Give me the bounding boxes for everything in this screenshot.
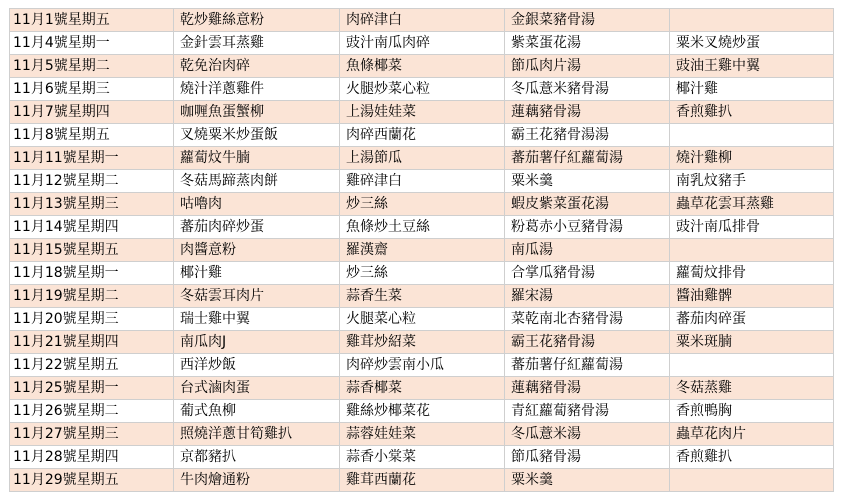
table-row: [10, 216, 834, 239]
soup-cell[interactable]: 蕃茄薯仔紅蘿蔔湯: [505, 354, 670, 377]
soup-cell[interactable]: 冬瓜薏米湯: [505, 423, 670, 446]
main-dish-cell[interactable]: 咕嚕肉: [174, 193, 340, 216]
extra-dish-cell[interactable]: 香煎雞扒: [670, 446, 834, 469]
soup-cell[interactable]: 金銀菜豬骨湯: [505, 9, 670, 32]
table-row: [10, 78, 834, 101]
table-row: [10, 101, 834, 124]
date-cell[interactable]: 11月14號星期四: [10, 216, 174, 239]
extra-dish-cell[interactable]: 香煎雞扒: [670, 101, 834, 124]
extra-dish-cell[interactable]: 蕃茄肉碎蛋: [670, 308, 834, 331]
main-dish-cell[interactable]: 燒汁洋蔥雞件: [174, 78, 340, 101]
extra-dish-cell[interactable]: [670, 354, 834, 377]
date-cell[interactable]: 11月13號星期三: [10, 193, 174, 216]
vegetable-dish-cell[interactable]: 魚條椰菜: [340, 55, 505, 78]
soup-cell[interactable]: 霸王花豬骨湯: [505, 331, 670, 354]
extra-dish-cell[interactable]: 燒汁雞柳: [670, 147, 834, 170]
date-cell[interactable]: 11月26號星期二: [10, 400, 174, 423]
table-row: [10, 147, 834, 170]
main-dish-cell[interactable]: 椰汁雞: [174, 262, 340, 285]
extra-dish-cell[interactable]: 香煎鴨胸: [670, 400, 834, 423]
main-dish-cell[interactable]: 肉醬意粉: [174, 239, 340, 262]
extra-dish-cell[interactable]: 粟米叉燒炒蛋: [670, 32, 834, 55]
main-dish-cell[interactable]: 牛肉燴通粉: [174, 469, 340, 492]
date-cell[interactable]: 11月15號星期五: [10, 239, 174, 262]
soup-cell[interactable]: 紫菜蛋花湯: [505, 32, 670, 55]
soup-cell[interactable]: 合掌瓜豬骨湯: [505, 262, 670, 285]
table-row: [10, 9, 834, 32]
date-cell[interactable]: 11月12號星期二: [10, 170, 174, 193]
soup-cell[interactable]: 冬瓜薏米豬骨湯: [505, 78, 670, 101]
main-dish-cell[interactable]: 葡式魚柳: [174, 400, 340, 423]
table-row: [10, 285, 834, 308]
vegetable-dish-cell[interactable]: 肉碎西蘭花: [340, 124, 505, 147]
date-cell[interactable]: 11月18號星期一: [10, 262, 174, 285]
menu-table-body: [10, 9, 834, 492]
main-dish-cell[interactable]: 京都豬扒: [174, 446, 340, 469]
vegetable-dish-cell[interactable]: 上湯節瓜: [340, 147, 505, 170]
table-row: [10, 308, 834, 331]
main-dish-cell[interactable]: 冬菇雲耳肉片: [174, 285, 340, 308]
vegetable-dish-cell[interactable]: 魚條炒土豆絲: [340, 216, 505, 239]
soup-cell[interactable]: 蓮藕豬骨湯: [505, 101, 670, 124]
table-row: [10, 354, 834, 377]
vegetable-dish-cell[interactable]: 肉碎津白: [340, 9, 505, 32]
extra-dish-cell[interactable]: [670, 239, 834, 262]
soup-cell[interactable]: 菜乾南北杏豬骨湯: [505, 308, 670, 331]
table-row: [10, 446, 834, 469]
extra-dish-cell[interactable]: 蟲草花雲耳蒸雞: [670, 193, 834, 216]
main-dish-cell[interactable]: 蕃茄肉碎炒蛋: [174, 216, 340, 239]
soup-cell[interactable]: 粟米羹: [505, 170, 670, 193]
vegetable-dish-cell[interactable]: 火腿炒菜心粒: [340, 78, 505, 101]
main-dish-cell[interactable]: 叉燒粟米炒蛋飯: [174, 124, 340, 147]
table-row: [10, 124, 834, 147]
extra-dish-cell[interactable]: 豉汁南瓜排骨: [670, 216, 834, 239]
soup-cell[interactable]: 青紅蘿蔔豬骨湯: [505, 400, 670, 423]
extra-dish-cell[interactable]: [670, 9, 834, 32]
extra-dish-cell[interactable]: 粟米斑腩: [670, 331, 834, 354]
extra-dish-cell[interactable]: 椰汁雞: [670, 78, 834, 101]
main-dish-cell[interactable]: 南瓜肉J: [174, 331, 340, 354]
vegetable-dish-cell[interactable]: 雞茸西蘭花: [340, 469, 505, 492]
date-cell[interactable]: 11月25號星期一: [10, 377, 174, 400]
table-row: [10, 170, 834, 193]
date-cell[interactable]: 11月21號星期四: [10, 331, 174, 354]
soup-cell[interactable]: 南瓜湯: [505, 239, 670, 262]
table-row: [10, 400, 834, 423]
extra-dish-cell[interactable]: 南乳炆豬手: [670, 170, 834, 193]
vegetable-dish-cell[interactable]: 炒三絲: [340, 193, 505, 216]
table-row: [10, 193, 834, 216]
vegetable-dish-cell[interactable]: 炒三絲: [340, 262, 505, 285]
vegetable-dish-cell[interactable]: 肉碎炒雲南小瓜: [340, 354, 505, 377]
date-cell[interactable]: 11月1號星期五: [10, 9, 174, 32]
date-cell[interactable]: 11月7號星期四: [10, 101, 174, 124]
table-row: [10, 55, 834, 78]
date-cell[interactable]: 11月20號星期三: [10, 308, 174, 331]
date-cell[interactable]: 11月28號星期四: [10, 446, 174, 469]
main-dish-cell[interactable]: 照燒洋蔥甘筍雞扒: [174, 423, 340, 446]
extra-dish-cell[interactable]: 冬菇蒸雞: [670, 377, 834, 400]
date-cell[interactable]: 11月11號星期一: [10, 147, 174, 170]
main-dish-cell[interactable]: 乾炒雞絲意粉: [174, 9, 340, 32]
vegetable-dish-cell[interactable]: 火腿菜心粒: [340, 308, 505, 331]
soup-cell[interactable]: 蝦皮紫菜蛋花湯: [505, 193, 670, 216]
vegetable-dish-cell[interactable]: 蒜香生菜: [340, 285, 505, 308]
date-cell[interactable]: 11月5號星期二: [10, 55, 174, 78]
vegetable-dish-cell[interactable]: 蒜蓉娃娃菜: [340, 423, 505, 446]
soup-cell[interactable]: 霸王花豬骨湯湯: [505, 124, 670, 147]
main-dish-cell[interactable]: 瑞士雞中翼: [174, 308, 340, 331]
main-dish-cell[interactable]: 冬菇馬蹄蒸肉餅: [174, 170, 340, 193]
main-dish-cell[interactable]: 咖喱魚蛋蟹柳: [174, 101, 340, 124]
soup-cell[interactable]: 蕃茄薯仔紅蘿蔔湯: [505, 147, 670, 170]
table-row: [10, 377, 834, 400]
soup-cell[interactable]: 蓮藕豬骨湯: [505, 377, 670, 400]
vegetable-dish-cell[interactable]: 羅漢齋: [340, 239, 505, 262]
main-dish-cell[interactable]: 台式滷肉蛋: [174, 377, 340, 400]
soup-cell[interactable]: 節瓜豬骨湯: [505, 446, 670, 469]
date-cell[interactable]: 11月19號星期二: [10, 285, 174, 308]
vegetable-dish-cell[interactable]: 雞茸炒紹菜: [340, 331, 505, 354]
table-row: [10, 331, 834, 354]
table-row: [10, 423, 834, 446]
main-dish-cell[interactable]: 蘿蔔炆牛腩: [174, 147, 340, 170]
menu-spreadsheet: [9, 8, 834, 492]
extra-dish-cell[interactable]: [670, 124, 834, 147]
table-row: [10, 469, 834, 492]
vegetable-dish-cell[interactable]: 上湯娃娃菜: [340, 101, 505, 124]
extra-dish-cell[interactable]: 蘿蔔炆排骨: [670, 262, 834, 285]
vegetable-dish-cell[interactable]: 雞碎津白: [340, 170, 505, 193]
soup-cell[interactable]: 羅宋湯: [505, 285, 670, 308]
vegetable-dish-cell[interactable]: 蒜香小棠菜: [340, 446, 505, 469]
extra-dish-cell[interactable]: 豉油王雞中翼: [670, 55, 834, 78]
soup-cell[interactable]: 粟米羹: [505, 469, 670, 492]
table-row: [10, 262, 834, 285]
main-dish-cell[interactable]: 西洋炒飯: [174, 354, 340, 377]
table-row: [10, 32, 834, 55]
extra-dish-cell[interactable]: 蟲草花肉片: [670, 423, 834, 446]
date-cell[interactable]: 11月8號星期五: [10, 124, 174, 147]
vegetable-dish-cell[interactable]: 蒜香椰菜: [340, 377, 505, 400]
date-cell[interactable]: 11月29號星期五: [10, 469, 174, 492]
date-cell[interactable]: 11月6號星期三: [10, 78, 174, 101]
soup-cell[interactable]: 節瓜肉片湯: [505, 55, 670, 78]
soup-cell[interactable]: 粉葛赤小豆豬骨湯: [505, 216, 670, 239]
date-cell[interactable]: 11月27號星期三: [10, 423, 174, 446]
extra-dish-cell[interactable]: [670, 469, 834, 492]
vegetable-dish-cell[interactable]: 豉汁南瓜肉碎: [340, 32, 505, 55]
date-cell[interactable]: 11月22號星期五: [10, 354, 174, 377]
table-row: [10, 239, 834, 262]
date-cell[interactable]: 11月4號星期一: [10, 32, 174, 55]
vegetable-dish-cell[interactable]: 雞絲炒椰菜花: [340, 400, 505, 423]
main-dish-cell[interactable]: 金針雲耳蒸雞: [174, 32, 340, 55]
main-dish-cell[interactable]: 乾免治肉碎: [174, 55, 340, 78]
extra-dish-cell[interactable]: 醬油雞髀: [670, 285, 834, 308]
